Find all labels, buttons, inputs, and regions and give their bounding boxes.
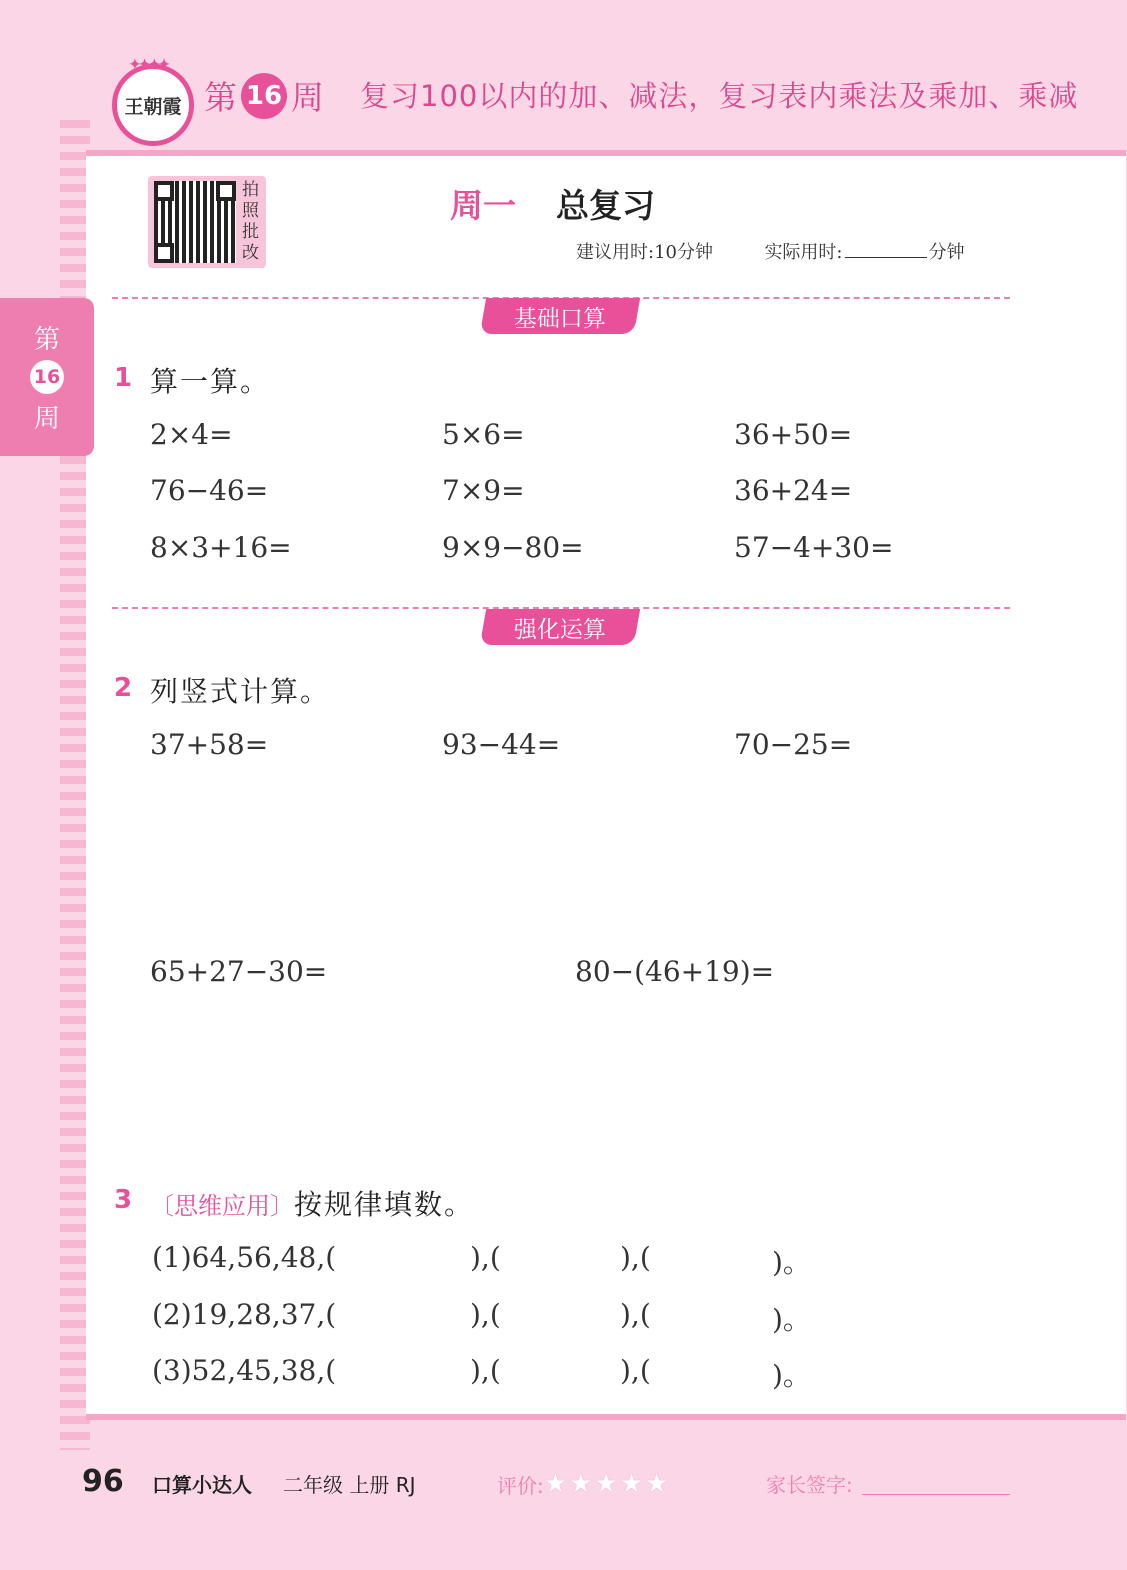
actual-time-unit: 分钟 [928,242,965,263]
star-icon[interactable]: ★ [569,1469,593,1499]
problem: 36+50= [734,418,853,451]
sequence-sep: ),( [620,1298,651,1331]
sequence-end: )。 [772,1246,811,1279]
day-name: 周一 [450,186,516,225]
problem: 9×9−80= [442,531,584,564]
side-tab-prefix: 第 [33,325,60,355]
star-icon[interactable]: ★ [543,1469,568,1499]
page-header-title: 复习100以内的加、减法，复习表内乘法及乘加、乘减 [360,79,1079,113]
parent-sign-field[interactable] [862,1494,1010,1495]
day-title [450,180,655,227]
parent-sign-label: 家长签字: [766,1473,853,1497]
problem: 37+58= [150,728,269,761]
qr-code-icon[interactable] [154,181,236,263]
week-suffix: 周 [291,78,324,117]
sequence-item: (3)52,45,38,( [152,1354,337,1387]
page-number: 96 [82,1464,124,1499]
sequence-end: )。 [772,1359,811,1392]
problem: 36+24= [734,474,853,507]
time-line [576,238,965,264]
sequence-sep: ),( [620,1241,651,1274]
problem: 8×3+16= [150,531,292,564]
question-number-3: 3 [114,1185,133,1215]
day-topic: 总复习 [556,186,655,225]
suggested-time: 建议用时:10分钟 [576,242,713,263]
question-3-text: 按规律填数。 [294,1188,475,1221]
problem: 70−25= [734,728,853,761]
section-tag-basic: 基础口算 [480,298,640,334]
week-label [204,72,324,119]
sequence-item: (1)64,56,48,( [152,1241,337,1274]
actual-time-blank[interactable] [845,257,927,258]
problem: 5×6= [442,418,525,451]
section-tag-advanced: 强化运算 [480,609,640,645]
star-icon[interactable]: ★ [645,1469,669,1499]
problem: 57−4+30= [734,531,894,564]
grade-label: 二年级 上册 RJ [283,1473,416,1497]
book-title: 口算小达人 [152,1473,252,1497]
question-1-text: 算一算。 [150,365,271,398]
sequence-sep: ),( [620,1354,651,1387]
side-tab-suffix: 周 [33,404,60,434]
sequence-end: )。 [772,1303,811,1336]
problem: 76−46= [150,474,269,507]
question-3-tag: 〔思维应用〕 [150,1192,294,1220]
rating-label: 评价: [497,1473,544,1498]
actual-time-label: 实际用时: [764,242,843,263]
logo-text: 王朝霞 [124,95,182,118]
question-2-text: 列竖式计算。 [150,675,331,708]
problem: 93−44= [442,728,561,761]
week-number-badge: 16 [241,73,287,119]
side-tab-number: 16 [30,360,64,394]
question-number-1: 1 [114,363,133,393]
brand-logo [112,57,194,146]
qr-label: 拍照批改 [242,180,259,263]
problem: 65+27−30= [150,955,328,988]
sequence-sep: ),( [470,1354,501,1387]
problem: 7×9= [442,474,525,507]
sequence-item: (2)19,28,37,( [152,1298,337,1331]
star-icon[interactable]: ★ [594,1469,618,1499]
sequence-sep: ),( [470,1241,501,1274]
sequence-sep: ),( [470,1298,501,1331]
rating [497,1469,670,1499]
question-3-header [150,1183,474,1223]
problem: 80−(46+19)= [575,955,775,988]
content-card [86,150,1126,1420]
week-prefix: 第 [204,78,237,117]
star-icon[interactable]: ★ [619,1469,643,1499]
problem: 2×4= [150,418,233,451]
question-number-2: 2 [114,673,133,703]
side-week-tab [0,298,94,456]
crown-icon: ✦✦✦✦ [129,57,168,73]
